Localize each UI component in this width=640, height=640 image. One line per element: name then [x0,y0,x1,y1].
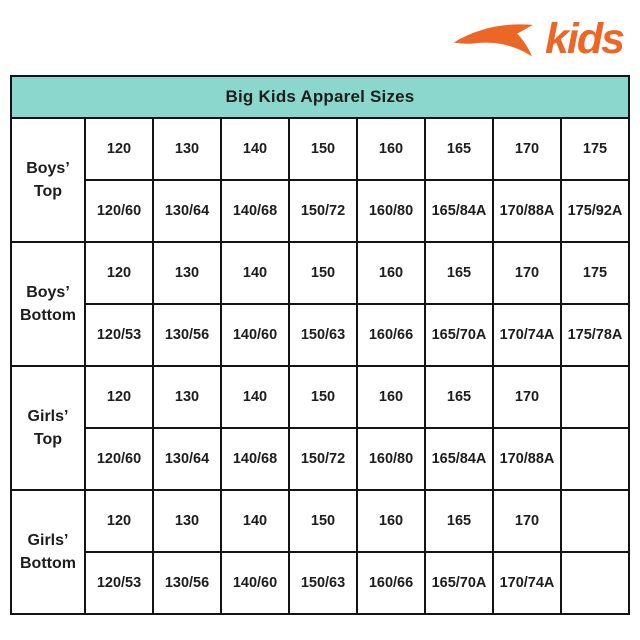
size-code-cell: 150/72 [289,428,357,490]
size-code-cell: 165/70A [425,304,493,366]
row-group-label-line2: Top [33,431,63,448]
size-code-cell: 140/68 [221,180,289,242]
size-code-cell [561,428,629,490]
size-code-cell: 130/64 [153,428,221,490]
size-code-cell: 165/70A [425,552,493,614]
size-cell: 120 [85,366,153,428]
size-code-row [11,552,629,614]
size-chart-table [10,75,630,615]
size-code-row [11,180,629,242]
size-cell: 165 [425,366,493,428]
size-cell: 120 [85,242,153,304]
size-code-cell: 130/64 [153,180,221,242]
brand-logo-text: kids [544,14,623,63]
anta-swoosh-icon [452,17,540,61]
table-title-row [11,76,629,118]
size-cell: 175 [561,242,629,304]
size-code-cell: 120/53 [85,552,153,614]
size-cell: 170 [493,366,561,428]
size-code-cell: 170/88A [493,428,561,490]
row-group-label-line2: Top [33,183,63,200]
size-cell: 175 [561,118,629,180]
size-cell: 130 [153,242,221,304]
size-row [11,118,629,180]
row-group-label-line1: Girls’ [27,531,69,549]
table-title: Big Kids Apparel Sizes [11,76,629,118]
size-row [11,490,629,552]
size-cell: 150 [289,242,357,304]
size-code-cell: 150/72 [289,180,357,242]
size-cell: 170 [493,118,561,180]
size-cell: 130 [153,118,221,180]
size-cell: 140 [221,490,289,552]
size-cell: 170 [493,242,561,304]
size-cell: 170 [493,490,561,552]
size-code-cell: 170/88A [493,180,561,242]
size-cell: 165 [425,490,493,552]
size-code-cell: 160/80 [357,180,425,242]
row-group-label-line1: Boys’ [26,283,70,301]
size-cell: 120 [85,118,153,180]
size-code-cell: 130/56 [153,304,221,366]
size-code-cell: 160/66 [357,552,425,614]
size-code-cell: 120/53 [85,304,153,366]
size-code-cell: 140/60 [221,552,289,614]
size-cell: 165 [425,118,493,180]
size-cell: 160 [357,118,425,180]
row-group-label-line1: Boys’ [26,159,70,177]
size-code-cell: 175/78A [561,304,629,366]
size-code-cell: 130/56 [153,552,221,614]
size-table-body [11,118,629,614]
size-cell: 140 [221,366,289,428]
size-code-cell: 150/63 [289,552,357,614]
size-code-cell: 120/60 [85,428,153,490]
row-group-label-line2: Bottom [20,555,76,572]
brand-logo [452,16,627,62]
row-group-label [11,118,85,242]
row-group-label [11,490,85,614]
size-code-cell: 165/84A [425,180,493,242]
size-cell [561,490,629,552]
size-cell: 150 [289,118,357,180]
size-cell: 160 [357,366,425,428]
size-cell: 140 [221,242,289,304]
size-code-cell: 175/92A [561,180,629,242]
size-cell: 160 [357,490,425,552]
size-code-row [11,428,629,490]
size-code-cell: 140/60 [221,304,289,366]
size-cell: 150 [289,366,357,428]
size-cell: 165 [425,242,493,304]
row-group-label-line2: Bottom [20,307,76,324]
size-row [11,366,629,428]
size-cell: 150 [289,490,357,552]
size-cell: 120 [85,490,153,552]
size-cell: 160 [357,242,425,304]
size-code-cell: 150/63 [289,304,357,366]
size-code-row [11,304,629,366]
size-code-cell: 170/74A [493,304,561,366]
size-code-cell [561,552,629,614]
size-code-cell: 160/80 [357,428,425,490]
size-code-cell: 170/74A [493,552,561,614]
size-cell: 130 [153,366,221,428]
size-row [11,242,629,304]
size-cell: 130 [153,490,221,552]
size-code-cell: 160/66 [357,304,425,366]
size-code-cell: 120/60 [85,180,153,242]
size-cell [561,366,629,428]
row-group-label [11,242,85,366]
size-code-cell: 165/84A [425,428,493,490]
size-cell: 140 [221,118,289,180]
row-group-label [11,366,85,490]
size-code-cell: 140/68 [221,428,289,490]
row-group-label-line1: Girls’ [27,407,69,425]
